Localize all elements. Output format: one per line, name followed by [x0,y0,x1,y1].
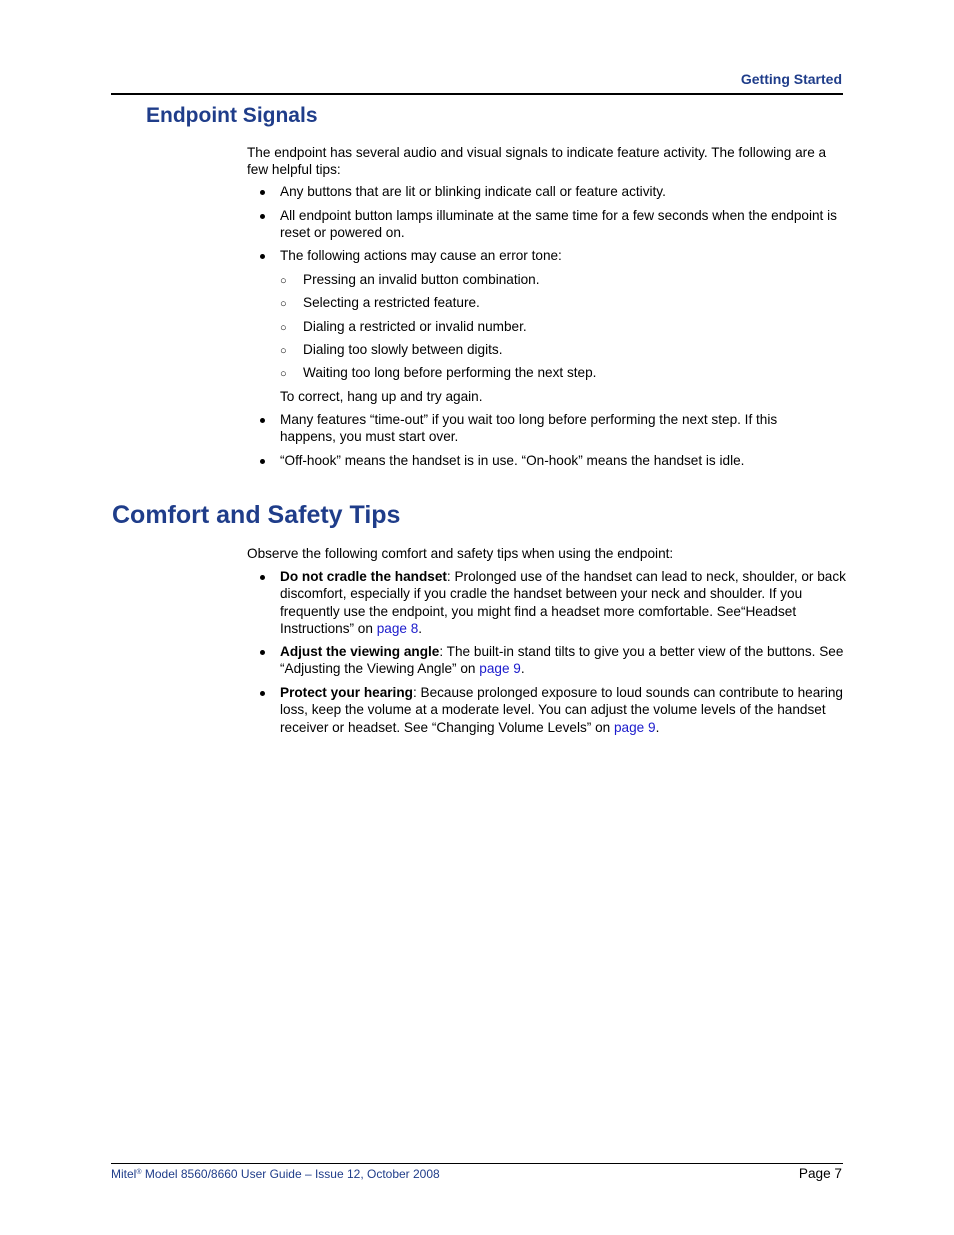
list-item: All endpoint button lamps illuminate at the same time for a few seconds when the endpoint is reset or powered on. [260,207,850,242]
tip-item: Protect your hearing: Because prolonged exposure to loud sounds can contribute to hearing loss, keep the volume at a moderate level. You can adjust the volume levels of the handset receiver or headset. See “Changing Volume Levels” on page 9. [260,684,850,736]
header-rule [111,93,843,95]
footer-guide-title: Mitel® Model 8560/8660 User Guide – Issue 12, October 2008 [111,1167,440,1181]
list-item: The following actions may cause an error tone: [260,247,850,264]
list-item: Many features “time-out” if you wait too long before performing the next step. If this happens, you must start over. [260,411,815,446]
tip-label: Protect your hearing [280,685,413,700]
footer-rule [111,1163,843,1164]
bullet-icon [260,459,265,464]
sub-list-item: ○ Waiting too long before performing the next step. [280,364,840,381]
hollow-bullet-icon: ○ [280,298,287,310]
tip-item: Do not cradle the handset: Prolonged use of the handset can lead to neck, shoulder, or back discomfort, especially if you cradle the handset between your neck and shoulder. If you frequently use the endpoint, you might find a headset more comfortable. See“Headset Instructions” on page 8. [260,568,850,638]
hollow-bullet-icon: ○ [280,368,287,380]
section2-intro: Observe the following comfort and safety tips when using the endpoint: [247,546,674,561]
bullet-icon [260,691,265,696]
bullet-icon [260,214,265,219]
bullet-icon [260,418,265,423]
tip-label: Adjust the viewing angle [280,644,440,659]
bullet-icon [260,254,265,259]
bullet-icon [260,575,265,580]
section1-intro: The endpoint has several audio and visual signals to indicate feature activity. The following are a few helpful tips: [247,145,827,178]
sub-list-item: ○ Dialing a restricted or invalid number. [280,318,840,335]
running-header: Getting Started [740,71,842,87]
hollow-bullet-icon: ○ [280,345,287,357]
list-item: Any buttons that are lit or blinking indicate call or feature activity. [260,183,850,200]
section-title-comfort-safety: Comfort and Safety Tips [112,501,401,529]
tip-label: Do not cradle the handset [280,569,447,584]
tip-item: Adjust the viewing angle: The built-in stand tilts to give you a better view of the buttons. See “Adjusting the Viewing Angle” on page 9. [260,643,850,678]
page-link[interactable]: page 9 [614,719,656,735]
hollow-bullet-icon: ○ [280,275,287,287]
correction-note: To correct, hang up and try again. [280,389,483,404]
page-link[interactable]: page 8 [376,621,419,637]
sub-list-item: ○ Selecting a restricted feature. [280,294,840,311]
section-title-endpoint-signals: Endpoint Signals [146,104,318,127]
page-link[interactable]: page 9 [479,661,521,677]
bullet-icon [260,650,265,655]
page-number: Page 7 [798,1166,842,1181]
bullet-icon [260,190,265,195]
sub-list-item: ○ Pressing an invalid button combination. [280,271,840,288]
list-item: “Off-hook” means the handset is in use. “On-hook” means the handset is idle. [260,452,850,469]
hollow-bullet-icon: ○ [280,322,287,334]
sub-list-item: ○ Dialing too slowly between digits. [280,341,840,358]
